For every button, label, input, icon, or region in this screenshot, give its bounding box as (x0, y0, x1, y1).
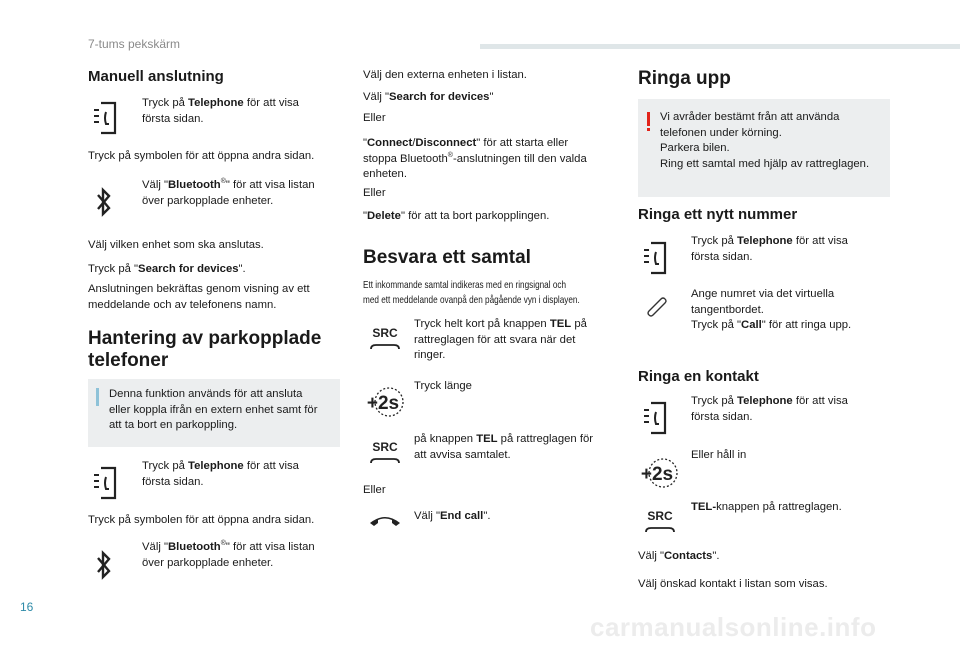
phone-icon (91, 101, 123, 135)
src-button-icon (368, 438, 402, 472)
warning-icon (647, 112, 650, 126)
search-devices-text: Tryck på "Search for devices". (88, 263, 246, 275)
delete-text: "Delete" för att ta bort parkopplingen. (363, 210, 550, 222)
two-s-label: +2s (640, 464, 674, 485)
tel-short-text: Tryck helt kort på knappen TEL på rattreglagen för att svara när det ringer. (414, 318, 587, 361)
warning-box (638, 99, 890, 197)
handset-icon (645, 295, 669, 319)
warning-text: Vi avråder bestämt från att använda telefonen under körning. Parkera bilen. Ring ett samtal med hjälp av rattreglagen. (660, 111, 870, 170)
info-icon (96, 388, 99, 406)
ext-unit-text: Välj den externa enheten i listan. (363, 69, 527, 81)
bluetooth-text-2: Välj "Bluetooth®" för att visa listan över parkopplade enheter. (142, 540, 315, 569)
heading-call: Ringa upp (638, 68, 731, 89)
or-hold-text: Eller håll in (691, 449, 747, 461)
watermark: carmanualsonline.info (590, 612, 877, 642)
src-icon-label: SRC (372, 326, 398, 340)
page-number: 16 (20, 600, 34, 614)
bluetooth-text-1: Välj "Bluetooth®" för att visa listan över parkopplade enheter. (142, 178, 315, 207)
bluetooth-icon (95, 186, 113, 218)
end-call-icon (368, 512, 402, 528)
src-button-icon (643, 507, 677, 541)
tel-button-text: TEL-knappen på rattreglagen. (691, 501, 842, 513)
heading-manage-paired-phones: Hantering av parkopplade telefoner (88, 328, 322, 371)
confirm-text: Anslutningen bekräftas genom visning av ett meddelande och av telefonens namn. (88, 283, 310, 311)
or-text-1: Eller (363, 112, 386, 124)
tap-symbol-text-2: Tryck på symbolen för att öppna andra sidan. (88, 514, 315, 526)
heading-answer-call: Besvara ett samtal (363, 247, 531, 268)
warning-dot (647, 128, 650, 131)
or-text-3: Eller (363, 484, 386, 496)
tap-telephone-text-2: Tryck på Telephone för att visa första sidan. (142, 460, 299, 488)
heading-manual-connection: Manuell anslutning (88, 68, 224, 85)
info-text: Denna funktion används för att ansluta eller koppla ifrån en extern enhet samt för att ta bort en parkoppling. (109, 388, 318, 431)
tap-telephone-text-1: Tryck på Telephone för att visa första sidan. (142, 97, 299, 125)
phone-icon (641, 241, 673, 275)
phone-icon (641, 401, 673, 435)
header-bar (480, 44, 960, 49)
two-s-label: +2s (366, 393, 400, 414)
select-contacts-text: Välj "Contacts". (638, 550, 720, 562)
info-box (88, 379, 340, 447)
hold-2s-icon (636, 456, 678, 490)
src-icon-label: SRC (647, 509, 673, 523)
heading-new-number: Ringa ett nytt nummer (638, 206, 798, 223)
tap-symbol-text-1: Tryck på symbolen för att öppna andra sidan. (88, 150, 315, 162)
press-long-text: Tryck länge (414, 380, 472, 392)
reject-call-text: på knappen TEL på rattreglagen för att avvisa samtalet. (414, 433, 594, 461)
enter-number-text: Ange numret via det virtuella tangentbordet. Tryck på "Call" för att ringa upp. (691, 288, 852, 331)
tap-telephone-text-3: Tryck på Telephone för att visa första sidan. (691, 235, 848, 263)
heading-call-contact: Ringa en kontakt (638, 368, 759, 385)
choose-contact-text: Välj önskad kontakt i listan som visas. (638, 578, 828, 590)
src-icon-label: SRC (372, 440, 398, 454)
incoming-call-text: Ett inkommande samtal indikeras med en ringsignal och med ett meddelande ovanpå den pågående vyn i displayen. (363, 279, 580, 306)
src-button-icon (368, 324, 402, 358)
bluetooth-icon (95, 549, 113, 581)
end-call-text: Välj "End call". (414, 510, 491, 522)
choose-unit-text: Välj vilken enhet som ska anslutas. (88, 239, 264, 251)
select-search-text: Välj "Search for devices" (363, 91, 494, 103)
running-header: 7-tums pekskärm (88, 37, 181, 51)
or-text-2: Eller (363, 187, 386, 199)
hold-2s-icon (362, 385, 404, 419)
phone-icon (91, 466, 123, 500)
connect-disconnect-text: "Connect/Disconnect" för att starta eller stoppa Bluetooth®-anslutningen till den valda enheten. (363, 137, 587, 180)
tap-telephone-text-4: Tryck på Telephone för att visa första sidan. (691, 395, 848, 423)
